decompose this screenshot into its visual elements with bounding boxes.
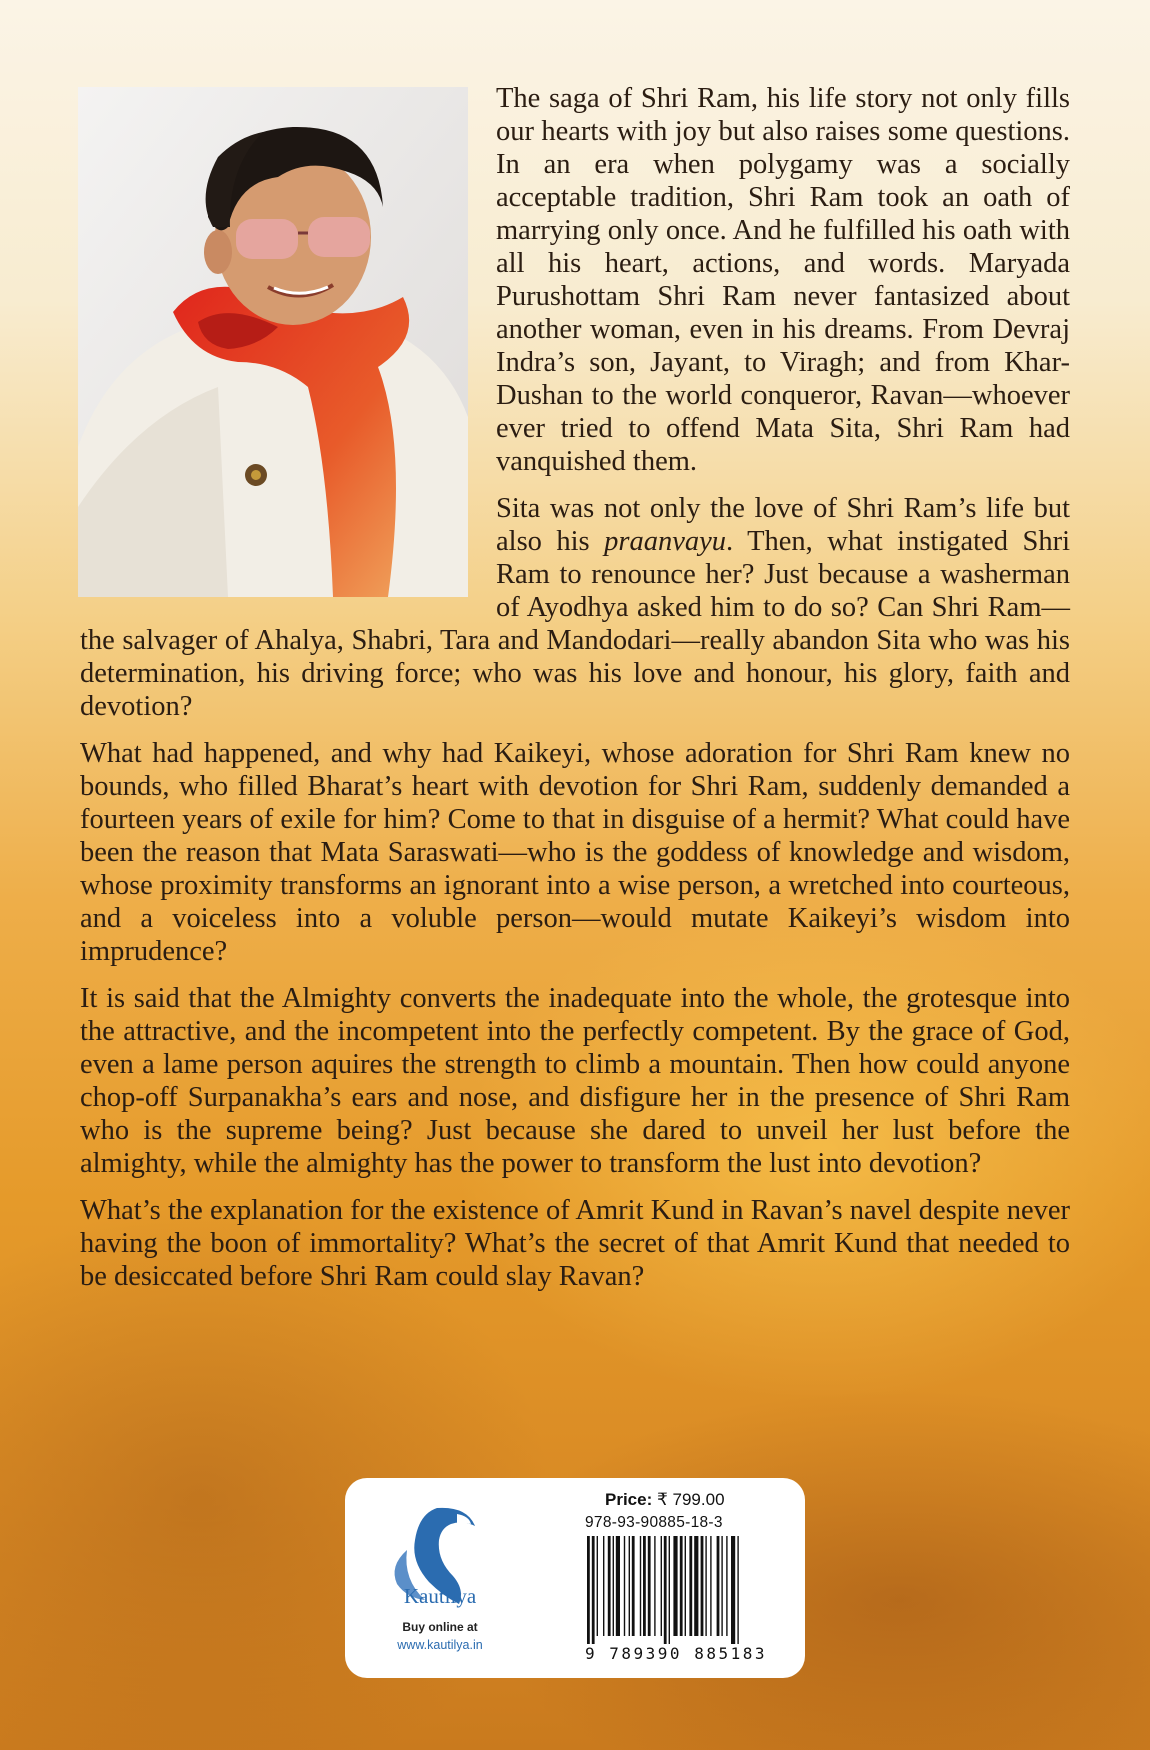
barcode-bar — [737, 1536, 738, 1644]
price — [605, 1490, 725, 1510]
price-value: ₹ 799.00 — [656, 1490, 725, 1509]
price-label: Price: — [605, 1490, 653, 1509]
isbn-number: 978-93-90885-18-3 — [585, 1514, 723, 1531]
barcode-bar — [726, 1536, 727, 1636]
synopsis-text: What had happened, and why had Kaikeyi, whose adoration for Shri Ram knew no bounds, who filled Bharat’s heart with devotion for Shri Ram, suddenly demanded a fourteen years of exile for him? Come to that in disguise of a hermit? What could have been the reason that Mata Saraswati—who is the goddess of knowledge and wisdom, whose proximity transforms an ignorant into a wise person, a wretched into courteous, and a voiceless into a voluble person—would mutate Kaikeyi’s wisdom into imprudence? — [80, 738, 1070, 967]
synopsis-paragraph-5 — [80, 1194, 1070, 1293]
barcode-bar — [603, 1536, 604, 1636]
barcode-bar — [717, 1536, 720, 1636]
synopsis-text: It is said that the Almighty converts the inadequate into the whole, the grotesque into the attractive, and the incompetent into the perfectly competent. By the grace of God, even a lame person aquires the strength to climb a mountain. Then how could anyone chop-off Surpanakha’s ears and nose, and disfigure her in the presence of Shri Ram who is the supreme being? Just because she dared to unveil her lust before the almighty, while the almighty has the power to transform the lust into devotion? — [80, 983, 1070, 1179]
barcode-bar — [643, 1536, 646, 1636]
barcode-bar — [721, 1536, 722, 1636]
synopsis-italic-term: praanvayu — [604, 526, 727, 557]
barcode-bar — [608, 1536, 611, 1636]
barcode-bar — [669, 1536, 670, 1644]
barcode-bar — [592, 1536, 595, 1644]
barcode-bar — [701, 1536, 704, 1636]
barcode-bar — [705, 1536, 706, 1636]
barcode-bar — [654, 1536, 655, 1636]
barcode-bar — [648, 1536, 651, 1636]
barcode-bar — [680, 1536, 683, 1636]
publisher-website-link[interactable]: www.kautilya.in — [397, 1638, 483, 1652]
synopsis-paragraph-3 — [80, 737, 1070, 968]
barcode-bar — [731, 1536, 735, 1644]
barcode-bar — [640, 1536, 641, 1636]
barcode-bar — [689, 1536, 692, 1636]
barcode-bar — [587, 1536, 590, 1644]
barcode-bar — [616, 1536, 620, 1636]
cover-synopsis — [80, 82, 1070, 1307]
barcode-digits: 9 789390 885183 — [585, 1644, 767, 1663]
barcode-panel — [345, 1478, 805, 1678]
barcode-bar — [661, 1536, 662, 1636]
barcode-bar — [694, 1536, 698, 1636]
barcode-bar — [710, 1536, 711, 1636]
synopsis-text: Sita was not only the love of Shri Ram’s life but also his — [496, 493, 1070, 557]
barcode-bar — [632, 1536, 635, 1636]
synopsis-text: The saga of Shri Ram, his life story not only fills our hearts with joy but also raises some questions. In an era when polygamy was a socially acceptable tradition, Shri Ram took an oath of marrying only once. And he fulfilled his oath with all his heart, actions, and words. Maryada Purushottam Shri Ram never fantasized about another woman, even in his dreams. From Devraj Indra’s son, Jayant, to Viragh; and from Khar-Dushan to the world conqueror, Ravan—whoever ever tried to offend Mata Sita, Shri Ram had vanquished them. — [496, 83, 1070, 477]
barcode-bar — [624, 1536, 625, 1636]
isbn-barcode — [585, 1536, 785, 1644]
publisher-name: Kautilya — [403, 1584, 477, 1608]
synopsis-text: What’s the explanation for the existence of Amrit Kund in Ravan’s navel despite never having the boon of immortality? What’s the secret of that Amrit Kund that needed to be desiccated before Shri Ram could slay Ravan? — [80, 1195, 1070, 1292]
barcode-bar — [629, 1536, 630, 1636]
synopsis-text: . Then, what instigated Shri Ram to renounce her? Just because a washerman of Ayodhya asked him to do so? Can Shri Ram—the salvager of Ahalya, Shabri, Tara and Mandodari—really abandon Sita who was his determination, his driving force; who was his love and honour, his glory, faith and devotion? — [80, 526, 1070, 722]
barcode-bar — [613, 1536, 614, 1636]
barcode-bar — [597, 1536, 598, 1636]
barcode-bar — [673, 1536, 677, 1636]
synopsis-paragraph-4 — [80, 982, 1070, 1180]
barcode-bar — [664, 1536, 667, 1644]
buy-online-label: Buy online at — [402, 1620, 478, 1634]
barcode-bar — [685, 1536, 686, 1636]
photo-text-spacer — [80, 82, 496, 610]
